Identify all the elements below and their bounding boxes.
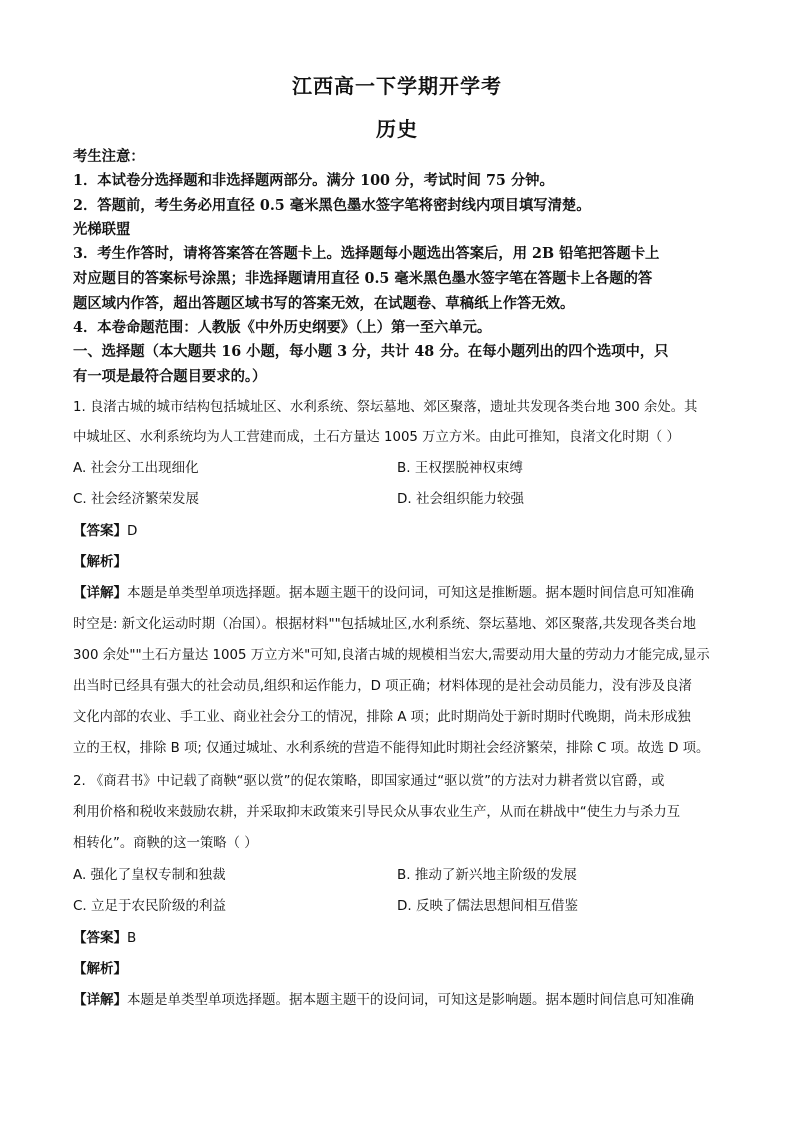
- q1-option-b: B. 王权摆脱神权束缚: [397, 460, 523, 476]
- watermark-text: 光梯联盟: [73, 221, 131, 238]
- q2-detail-tag: 【详解】: [73, 992, 127, 1008]
- notice-item-1: 1．本试卷分选择题和非选择题两部分。满分 100 分，考试时间 75 分钟。: [73, 172, 554, 189]
- q2-stem-line-1: 2. 《商君书》中记载了商鞅“驱以赏”的促农策略，即国家通过“驱以赏”的方法对力耕者赏以官爵，或: [73, 773, 665, 789]
- q2-option-d: D. 反映了儒法思想间相互借鉴: [397, 898, 578, 914]
- notice-item-3-line-1: 3．考生作答时，请将答案答在答题卡上。选择题每小题选出答案后，用 2B 铅笔把答题卡上: [73, 245, 660, 262]
- q1-option-c: C. 社会经济繁荣发展: [73, 491, 200, 507]
- section-heading-line-2: 有一项是最符合题目要求的。）: [73, 368, 267, 385]
- q1-detail-line-1: [73, 583, 694, 603]
- q2-option-b: B. 推动了新兴地主阶级的发展: [397, 867, 577, 883]
- q2-answer-value: B: [127, 930, 137, 946]
- q1-analysis-tag: [73, 552, 127, 572]
- q1-option-d: D. 社会组织能力较强: [397, 491, 524, 507]
- notice-item-2: 2．答题前，考生务必用直径 0.5 毫米黑色墨水签字笔将密封线内项目填写清楚。: [73, 197, 591, 214]
- q2-stem-line-3: 相转化”。商鞅的这一策略（ ）: [73, 835, 258, 851]
- notice-item-3-line-2: 对应题目的答案标号涂黑；非选择题请用直径 0.5 毫米黑色墨水签字笔在答题卡上各题的答: [73, 270, 653, 287]
- q2-stem-line-2: 利用价格和税收来鼓励农耕，并采取抑末政策来引导民众从事农业生产，从而在耕战中“使生力与杀力互: [73, 804, 681, 820]
- notice-item-4: 4．本卷命题范围：人教版《中外历史纲要》（上）第一至六单元。: [73, 319, 492, 336]
- q2-detail-text-1: 本题是单类型单项选择题。据本题主题干的设问词，可知这是影响题。据本题时间信息可知准确: [127, 992, 694, 1008]
- q1-detail-line-5: 文化内部的农业、手工业、商业社会分工的情况，排除 A 项；此时期尚处于新时期时代晚期，尚未形成独: [73, 709, 691, 725]
- notice-item-3-line-3: 题区域内作答，超出答题区域书写的答案无效，在试题卷、草稿纸上作答无效。: [73, 295, 575, 312]
- q2-option-c: C. 立足于农民阶级的利益: [73, 898, 227, 914]
- q1-detail-line-6: 立的王权，排除 B 项; 仅通过城址、水利系统的营造不能得知此时期社会经济繁荣，排除 C 项。故选 D 项。: [73, 740, 710, 756]
- q1-answer: [73, 521, 137, 541]
- exam-title: 江西高一下学期开学考: [292, 74, 502, 98]
- section-heading-line-1: 一、选择题（本大题共 16 小题，每小题 3 分，共计 48 分。在每小题列出的四个选项中，只: [73, 343, 669, 360]
- q1-detail-tag: 【详解】: [73, 585, 127, 601]
- q1-answer-value: D: [127, 523, 138, 539]
- q1-detail-line-4: 出当时已经具有强大的社会动员,组织和运作能力，D 项正确；材料体现的是社会动员能力，没有涉及良渚: [73, 678, 692, 694]
- q1-detail-line-2: 时空是: 新文化运动时期（冶国）。根据材料""包括城址区,水利系统、祭坛墓地、郊区聚落,共发现各类台地: [73, 616, 696, 632]
- q2-detail-line-1: [73, 990, 694, 1010]
- q1-detail-line-3: 300 余处""土石方量达 1005 万立方米"可知,良渚古城的规模相当宏大,需要动用大量的劳动力才能完成,显示: [73, 647, 710, 663]
- q1-stem-line-2: 中城址区、水利系统均为人工营建而成，土石方量达 1005 万立方米。由此可推知，良渚文化时期（ ）: [73, 429, 680, 445]
- q1-answer-tag: 【答案】: [73, 523, 127, 539]
- q1-stem-line-1: 1. 良渚古城的城市结构包括城址区、水利系统、祭坛墓地、郊区聚落，遗址共发现各类台地 300 余处。其: [73, 399, 698, 415]
- q2-analysis-tag: [73, 959, 127, 979]
- q2-option-a: A. 强化了皇权专制和独裁: [73, 867, 226, 883]
- q2-answer: [73, 928, 136, 948]
- notice-heading: 考生注意：: [73, 148, 145, 165]
- q1-analysis-label: 【解析】: [73, 554, 127, 570]
- q2-answer-tag: 【答案】: [73, 930, 127, 946]
- q1-detail-text-1: 本题是单类型单项选择题。据本题主题干的设问词，可知这是推断题。据本题时间信息可知准确: [127, 585, 694, 601]
- subject-title: 历史: [376, 117, 418, 141]
- q1-option-a: A. 社会分工出现细化: [73, 460, 199, 476]
- q2-analysis-label: 【解析】: [73, 961, 127, 977]
